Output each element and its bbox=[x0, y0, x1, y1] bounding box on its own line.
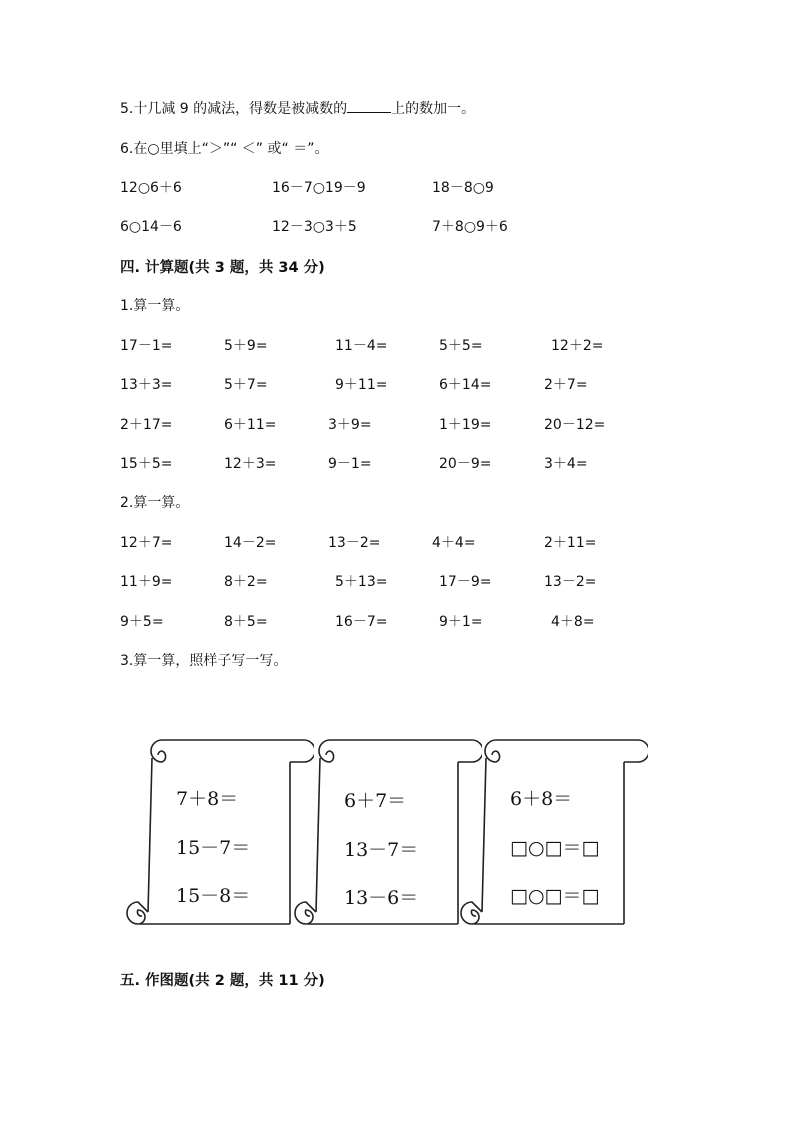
equation-item[interactable]: 8＋5= bbox=[224, 614, 268, 630]
compare-item[interactable]: 12○6＋6 bbox=[120, 180, 182, 196]
compare-item[interactable]: 6○14－6 bbox=[120, 219, 182, 235]
equation-item[interactable]: 12＋7= bbox=[120, 535, 173, 551]
equation-item[interactable]: 20－12= bbox=[544, 417, 606, 433]
compare-item[interactable]: 16－7○19－9 bbox=[272, 180, 366, 196]
equation-item[interactable]: 5＋9= bbox=[224, 338, 268, 354]
scroll-card-2 bbox=[292, 738, 482, 928]
section-5-heading: 五. 作图题(共 2 题，共 11 分) bbox=[120, 973, 325, 989]
equation-item[interactable]: 17－1= bbox=[120, 338, 173, 354]
equation-item[interactable]: 6＋11= bbox=[224, 417, 277, 433]
equation-item[interactable]: 12＋3= bbox=[224, 456, 277, 472]
question-5-number: 5. bbox=[120, 101, 134, 117]
scroll-3-line-1: 6＋8＝ bbox=[510, 788, 573, 810]
question-5-text-before: 十几减 9 的减法，得数是被减数的 bbox=[133, 101, 348, 117]
equation-item[interactable]: 11＋9= bbox=[120, 574, 173, 590]
problem-2-title: 2.算一算。 bbox=[120, 495, 190, 511]
equation-item[interactable]: 16－7= bbox=[335, 614, 388, 630]
question-6-title: 6.在○里填上“＞”“ ＜” 或“ ＝”。 bbox=[120, 141, 329, 157]
equation-item[interactable]: 4＋8= bbox=[551, 614, 595, 630]
compare-item[interactable]: 7＋8○9＋6 bbox=[432, 219, 508, 235]
equation-item[interactable]: 13－2= bbox=[544, 574, 597, 590]
scroll-2-line-2: 13－7＝ bbox=[344, 839, 419, 861]
equation-item[interactable]: 15＋5= bbox=[120, 456, 173, 472]
equation-item[interactable]: 12＋2= bbox=[551, 338, 604, 354]
equation-item[interactable]: 14－2= bbox=[224, 535, 277, 551]
question-5 bbox=[120, 98, 475, 118]
problem-1-title: 1.算一算。 bbox=[120, 298, 190, 314]
compare-item[interactable]: 12－3○3＋5 bbox=[272, 219, 357, 235]
equation-item[interactable]: 2＋17= bbox=[120, 417, 173, 433]
scroll-card-1 bbox=[124, 738, 314, 928]
equation-item[interactable]: 20－9= bbox=[439, 456, 492, 472]
compare-item[interactable]: 18－8○9 bbox=[432, 180, 494, 196]
scroll-2-line-1: 6＋7＝ bbox=[344, 790, 407, 812]
equation-item[interactable]: 13－2= bbox=[328, 535, 381, 551]
equation-item[interactable]: 2＋11= bbox=[544, 535, 597, 551]
problem-3-title: 3.算一算，照样子写一写。 bbox=[120, 653, 288, 669]
section-4-heading: 四. 计算题(共 3 题，共 34 分) bbox=[120, 260, 325, 276]
equation-item[interactable]: 9＋5= bbox=[120, 614, 164, 630]
equation-item[interactable]: 3＋9= bbox=[328, 417, 372, 433]
equation-item[interactable]: 11－4= bbox=[335, 338, 388, 354]
equation-item[interactable]: 5＋5= bbox=[439, 338, 483, 354]
equation-item[interactable]: 9－1= bbox=[328, 456, 372, 472]
scroll-1-line-3: 15－8＝ bbox=[176, 885, 251, 907]
scroll-3-line-2[interactable]: □○□＝□ bbox=[510, 837, 600, 859]
equation-item[interactable]: 17－9= bbox=[439, 574, 492, 590]
equation-item[interactable]: 2＋7= bbox=[544, 377, 588, 393]
scroll-2-line-3: 13－6＝ bbox=[344, 887, 419, 909]
equation-item[interactable]: 4＋4= bbox=[432, 535, 476, 551]
equation-item[interactable]: 9＋1= bbox=[439, 614, 483, 630]
scroll-1-line-2: 15－7＝ bbox=[176, 837, 251, 859]
question-5-text-after: 上的数加一。 bbox=[391, 101, 476, 117]
equation-item[interactable]: 9＋11= bbox=[335, 377, 388, 393]
equation-item[interactable]: 5＋7= bbox=[224, 377, 268, 393]
answer-blank[interactable] bbox=[347, 98, 391, 113]
equation-item[interactable]: 8＋2= bbox=[224, 574, 268, 590]
equation-item[interactable]: 3＋4= bbox=[544, 456, 588, 472]
equation-item[interactable]: 13＋3= bbox=[120, 377, 173, 393]
scroll-card-3 bbox=[458, 738, 648, 928]
scroll-3-line-3[interactable]: □○□＝□ bbox=[510, 885, 600, 907]
equation-item[interactable]: 5＋13= bbox=[335, 574, 388, 590]
equation-item[interactable]: 6＋14= bbox=[439, 377, 492, 393]
equation-item[interactable]: 1＋19= bbox=[439, 417, 492, 433]
scroll-1-line-1: 7＋8＝ bbox=[176, 788, 239, 810]
